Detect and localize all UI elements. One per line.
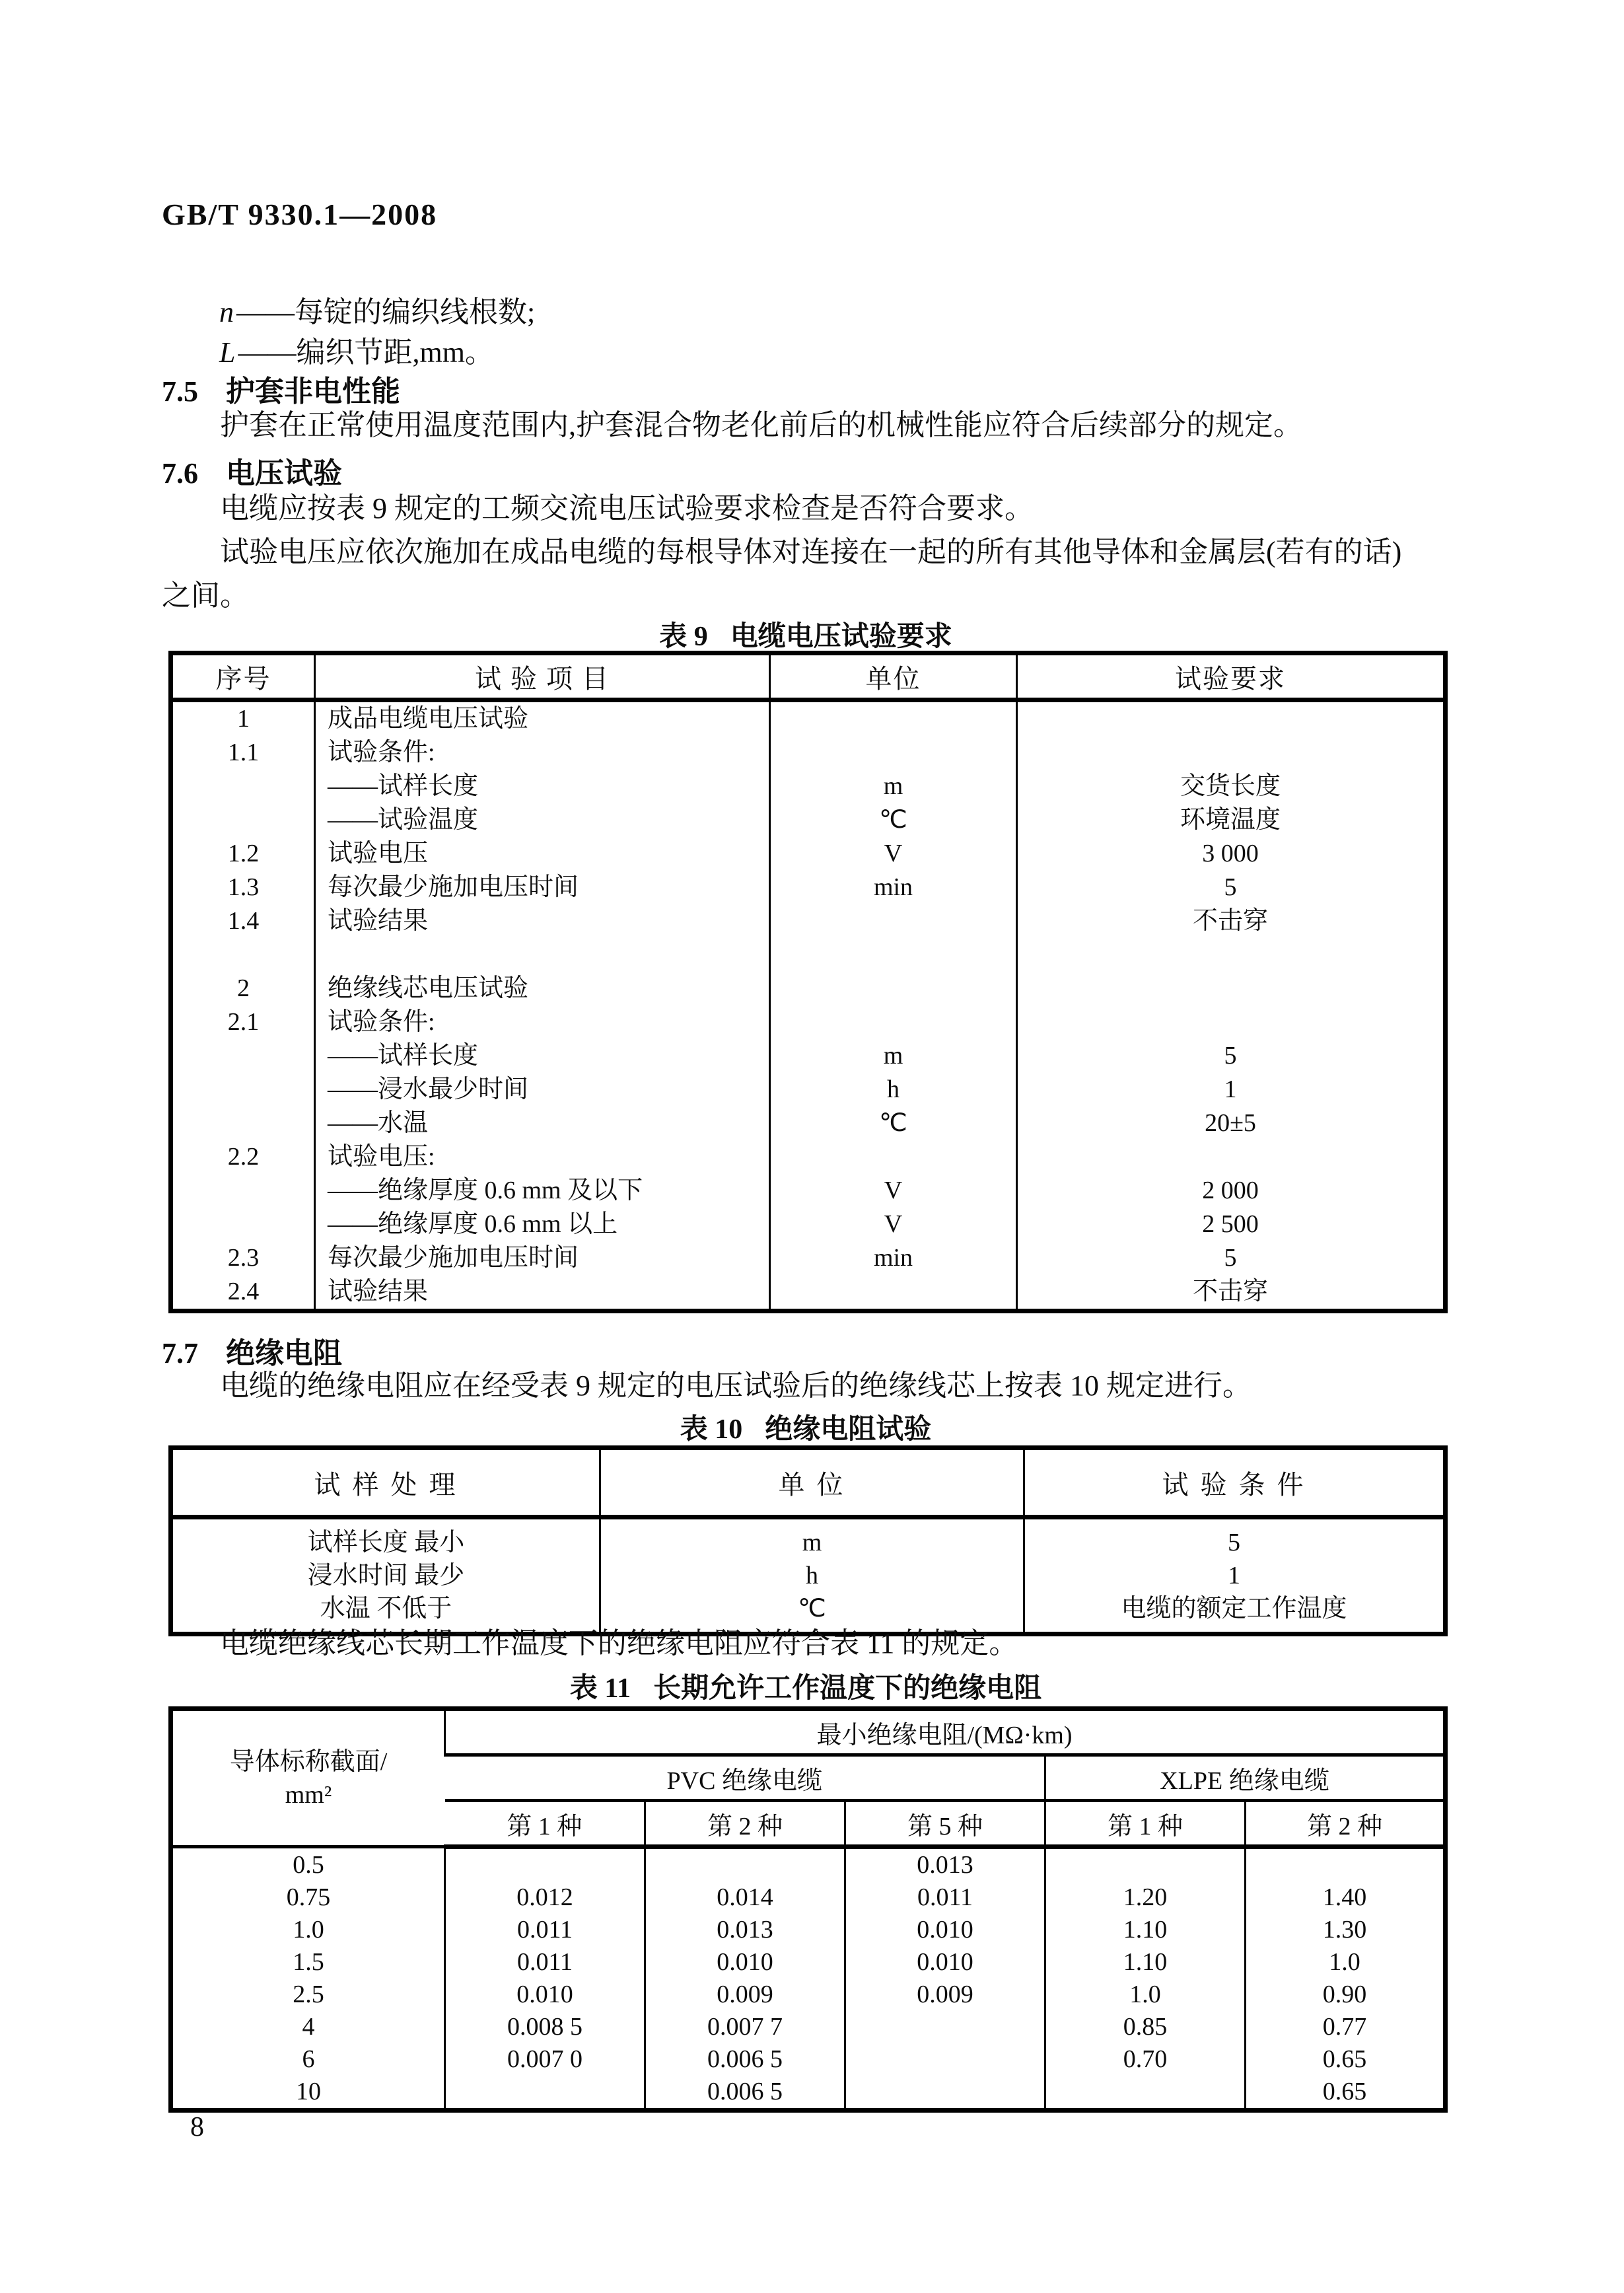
table-cell: 试验条件:	[315, 1005, 770, 1039]
table-row	[171, 736, 1446, 770]
table-cell: 0.010	[445, 1979, 645, 2011]
table-cell: 1.0	[293, 1916, 324, 1944]
table-cell: 0.75	[286, 1883, 331, 1911]
column-header-conductor-section	[171, 1709, 445, 1847]
table-cell: V	[770, 1208, 1017, 1241]
table-cell	[1017, 972, 1446, 1005]
table-row	[171, 938, 1446, 972]
table-cell	[1017, 1140, 1446, 1174]
definition-text: ——每锭的编织线根数;	[236, 296, 536, 328]
paragraph: 之间。	[162, 579, 249, 612]
table11-title	[168, 1666, 1443, 1706]
table-cell: min	[770, 1241, 1017, 1275]
table-cell: 2.2	[227, 1143, 260, 1171]
table-cell: 0.010	[845, 1946, 1045, 1979]
table-cell: ℃	[770, 1107, 1017, 1140]
table-9-voltage-test-requirements	[168, 651, 1448, 1313]
table-cell: ——浸水最少时间	[315, 1073, 770, 1107]
table-cell: 0.006 5	[645, 2043, 845, 2076]
table-cell: m	[770, 770, 1017, 803]
table-cell: 0.65	[1246, 2043, 1446, 2076]
section-title: 绝缘电阻	[226, 1337, 342, 1369]
table-header-row	[171, 1709, 1446, 1755]
column-header-xlpe-type2: 第 2 种	[1246, 1801, 1446, 1847]
table-header-row	[171, 653, 1446, 700]
table-cell: 0.011	[445, 1914, 645, 1946]
column-header-test-condition: 试 验 条 件	[1024, 1448, 1446, 1517]
table10-title-number: 表 10	[680, 1414, 743, 1445]
table-cell: 0.006 5	[645, 2076, 845, 2111]
section-number: 7.5	[162, 375, 198, 408]
table-cell: 1.0	[1246, 1946, 1446, 1979]
table-cell: 5	[1017, 1039, 1446, 1073]
table-cell	[171, 803, 315, 837]
table-row	[171, 1107, 1446, 1140]
table-cell	[770, 972, 1017, 1005]
table-cell: 0.85	[1045, 2011, 1246, 2043]
column-header-test-item: 试 验 项 目	[315, 653, 770, 700]
column-header-unit: 单位	[770, 653, 1017, 700]
table-cell: ℃	[600, 1592, 1024, 1634]
table-cell: 水温 不低于	[320, 1595, 452, 1622]
table-cell	[445, 2076, 645, 2111]
column-header-pvc-type5: 第 5 种	[845, 1801, 1045, 1847]
table-cell	[1017, 700, 1446, 737]
table-cell: ——试样长度	[315, 1039, 770, 1073]
table-cell: ——水温	[315, 1107, 770, 1140]
table-cell: 1.10	[1045, 1914, 1246, 1946]
table-cell: 1	[237, 705, 250, 733]
table-cell	[1017, 938, 1446, 972]
table-row	[171, 2076, 1446, 2111]
column-header-unit: 单 位	[600, 1448, 1024, 1517]
table-cell: 试验结果	[315, 1275, 770, 1311]
section-title: 护套非电性能	[226, 375, 400, 408]
table-cell	[171, 770, 315, 803]
definition-line-L	[219, 328, 494, 371]
table-cell: 1	[1024, 1559, 1446, 1592]
table-row	[171, 1979, 1446, 2011]
section-number: 7.7	[162, 1337, 198, 1369]
table-cell: 1.3	[227, 873, 260, 901]
group-header-xlpe: XLPE 绝缘电缆	[1045, 1755, 1446, 1801]
table-cell	[171, 1107, 315, 1140]
table-cell	[1017, 1005, 1446, 1039]
table-row	[171, 1559, 1446, 1592]
table-cell: 交货长度	[1017, 770, 1446, 803]
table-cell	[770, 904, 1017, 938]
column-header-serial: 序号	[171, 653, 315, 700]
definition-line-n	[219, 288, 535, 330]
table-cell	[1045, 2076, 1246, 2111]
table-cell: 1.20	[1045, 1881, 1246, 1914]
table-cell: 0.010	[845, 1914, 1045, 1946]
table-cell: 1.4	[227, 907, 260, 935]
table-cell: 2.4	[227, 1278, 260, 1305]
table-cell: 2.1	[227, 1008, 260, 1036]
column-header-xlpe-type1: 第 1 种	[1045, 1801, 1246, 1847]
table-cell: 不击穿	[1017, 1275, 1446, 1311]
table-cell: 3 000	[1017, 837, 1446, 871]
table-cell: m	[600, 1517, 1024, 1560]
table-cell: 试验电压	[315, 837, 770, 871]
table-row	[171, 871, 1446, 904]
table-cell	[445, 1847, 645, 1882]
table-cell: 试样长度 最小	[307, 1529, 465, 1556]
group-header-pvc: PVC 绝缘电缆	[445, 1755, 1045, 1801]
table-cell	[1246, 1847, 1446, 1882]
table-cell: 0.65	[1246, 2076, 1446, 2111]
table-cell: 0.008 5	[445, 2011, 645, 2043]
table-cell: 1.30	[1246, 1914, 1446, 1946]
section-number: 7.6	[162, 457, 198, 490]
table-row	[171, 1005, 1446, 1039]
section-heading-7-7	[162, 1329, 342, 1371]
table-cell: 5	[1024, 1517, 1446, 1560]
table-row	[171, 1946, 1446, 1979]
table-row	[171, 1275, 1446, 1311]
group-header-min-insulation-resistance: 最小绝缘电阻/(MΩ·km)	[445, 1709, 1446, 1755]
conductor-header-line1: 导体标称截面/	[229, 1747, 388, 1776]
table-cell: 试验结果	[315, 904, 770, 938]
table-header-row	[171, 1448, 1446, 1517]
table-cell: 2 000	[1017, 1174, 1446, 1208]
table-row	[171, 1241, 1446, 1275]
table-cell	[171, 1208, 315, 1241]
table-cell	[1017, 736, 1446, 770]
table-cell: 5	[1017, 871, 1446, 904]
table-cell: 1	[1017, 1073, 1446, 1107]
table-cell	[770, 736, 1017, 770]
table-cell	[171, 1039, 315, 1073]
table-10-insulation-resistance-test	[168, 1445, 1448, 1636]
column-header-sample-treatment: 试 样 处 理	[171, 1448, 600, 1517]
table-row	[171, 1140, 1446, 1174]
table-row	[171, 803, 1446, 837]
table-row	[171, 2043, 1446, 2076]
table-row	[171, 770, 1446, 803]
table-cell: 2	[237, 974, 250, 1002]
table-cell	[315, 938, 770, 972]
column-header-requirement: 试验要求	[1017, 653, 1446, 700]
table-cell: 6	[302, 2045, 315, 2073]
table-cell: 0.011	[445, 1946, 645, 1979]
table-cell: 绝缘线芯电压试验	[315, 972, 770, 1005]
table-row	[171, 1174, 1446, 1208]
table-cell	[770, 1275, 1017, 1311]
table-cell: 环境温度	[1017, 803, 1446, 837]
column-header-pvc-type1: 第 1 种	[445, 1801, 645, 1847]
table-cell: ℃	[770, 803, 1017, 837]
page-number: 8	[190, 2112, 204, 2142]
table-row	[171, 2011, 1446, 2043]
table-cell	[770, 1140, 1017, 1174]
table-cell: 0.90	[1246, 1979, 1446, 2011]
table-cell: 0.70	[1045, 2043, 1246, 2076]
table-row	[171, 700, 1446, 737]
table-11-insulation-resistance-values	[168, 1706, 1448, 2113]
table-cell: 每次最少施加电压时间	[315, 871, 770, 904]
table-cell: 不击穿	[1017, 904, 1446, 938]
paragraph: 试验电压应依次施加在成品电缆的每根导体对连接在一起的所有其他导体和金属层(若有的话)	[220, 536, 1402, 568]
paragraph: 电缆应按表 9 规定的工频交流电压试验要求检查是否符合要求。	[220, 492, 1034, 525]
table-cell: 5	[1017, 1241, 1446, 1275]
table10-title	[168, 1407, 1443, 1447]
definition-text: ——编织节距,mm。	[238, 336, 494, 369]
table-row	[171, 837, 1446, 871]
table-cell: h	[770, 1073, 1017, 1107]
table-cell: ——绝缘厚度 0.6 mm 及以下	[315, 1174, 770, 1208]
table-cell	[770, 700, 1017, 737]
table-cell: 20±5	[1017, 1107, 1446, 1140]
column-header-pvc-type2: 第 2 种	[645, 1801, 845, 1847]
table10-title-text: 绝缘电阻试验	[765, 1414, 932, 1445]
table-cell	[645, 1847, 845, 1882]
conductor-header-line2: mm²	[285, 1780, 332, 1809]
table-row	[171, 1208, 1446, 1241]
table11-title-text: 长期允许工作温度下的绝缘电阻	[653, 1673, 1042, 1704]
table-cell: 1.10	[1045, 1946, 1246, 1979]
table-cell	[845, 2076, 1045, 2111]
table-cell: 0.009	[845, 1979, 1045, 2011]
table-cell: 1.1	[227, 739, 260, 766]
symbol-L: L	[219, 336, 236, 369]
paragraph: 护套在正常使用温度范围内,护套混合物老化前后的机械性能应符合后续部分的规定。	[220, 409, 1302, 441]
table-cell: h	[600, 1559, 1024, 1592]
section-title: 电压试验	[226, 457, 342, 490]
table-cell: 试验电压:	[315, 1140, 770, 1174]
table-cell: 0.5	[293, 1850, 324, 1879]
table-row	[171, 1517, 1446, 1560]
section-heading-7-6	[162, 449, 342, 491]
table-cell	[171, 1174, 315, 1208]
doc-number: GB/T 9330.1—2008	[162, 198, 438, 231]
table-cell	[845, 2043, 1045, 2076]
table-cell	[845, 2011, 1045, 2043]
table-cell: 10	[296, 2078, 321, 2105]
table-cell: 0.007 0	[445, 2043, 645, 2076]
table-cell: 2.3	[227, 1244, 260, 1272]
table11-title-number: 表 11	[569, 1673, 631, 1704]
table-cell: 1.40	[1246, 1881, 1446, 1914]
table9-title-number: 表 9	[659, 622, 708, 652]
table-cell: ——试验温度	[315, 803, 770, 837]
table-cell	[171, 938, 315, 972]
table-cell: 2.5	[293, 1981, 324, 2008]
table-cell: 0.010	[645, 1946, 845, 1979]
table-cell: 0.009	[645, 1979, 845, 2011]
table9-title-text: 电缆电压试验要求	[730, 622, 952, 652]
table-cell: 1.2	[227, 840, 260, 867]
paragraph: 电缆的绝缘电阻应在经受表 9 规定的电压试验后的绝缘线芯上按表 10 规定进行。	[220, 1369, 1252, 1402]
table-cell: V	[770, 837, 1017, 871]
table-row	[171, 1881, 1446, 1914]
table-cell: ——试样长度	[315, 770, 770, 803]
table-cell	[770, 1005, 1017, 1039]
table-cell: 0.014	[645, 1881, 845, 1914]
table-cell: 0.012	[445, 1881, 645, 1914]
symbol-n: n	[219, 296, 234, 328]
table-row	[171, 1847, 1446, 1882]
table-cell: min	[770, 871, 1017, 904]
table-cell: 0.77	[1246, 2011, 1446, 2043]
table-cell: 试验条件:	[315, 736, 770, 770]
table-cell: 2 500	[1017, 1208, 1446, 1241]
table-row	[171, 904, 1446, 938]
table-cell: 电缆的额定工作温度	[1024, 1592, 1446, 1634]
table-cell: 每次最少施加电压时间	[315, 1241, 770, 1275]
table-cell	[1045, 1847, 1246, 1882]
table-cell	[770, 938, 1017, 972]
paragraph: 电缆绝缘线芯长期工作温度下的绝缘电阻应符合表 11 的规定。	[220, 1627, 1018, 1659]
table-cell: 0.013	[845, 1847, 1045, 1882]
table9-title	[168, 614, 1443, 654]
table-cell: 0.011	[845, 1881, 1045, 1914]
table-row	[171, 972, 1446, 1005]
table-row	[171, 1914, 1446, 1946]
table-row	[171, 1073, 1446, 1107]
table-cell: 0.013	[645, 1914, 845, 1946]
table-cell: 4	[302, 2013, 315, 2041]
table-row	[171, 1039, 1446, 1073]
table-cell: 0.007 7	[645, 2011, 845, 2043]
table-cell: m	[770, 1039, 1017, 1073]
table-cell: 1.0	[1045, 1979, 1246, 2011]
section-heading-7-5	[162, 367, 400, 410]
table-cell: 成品电缆电压试验	[315, 700, 770, 737]
table-cell: 1.5	[293, 1948, 324, 1976]
table-cell: V	[770, 1174, 1017, 1208]
table-cell: 浸水时间 最少	[307, 1562, 465, 1589]
table-cell	[171, 1073, 315, 1107]
table-cell: ——绝缘厚度 0.6 mm 以上	[315, 1208, 770, 1241]
